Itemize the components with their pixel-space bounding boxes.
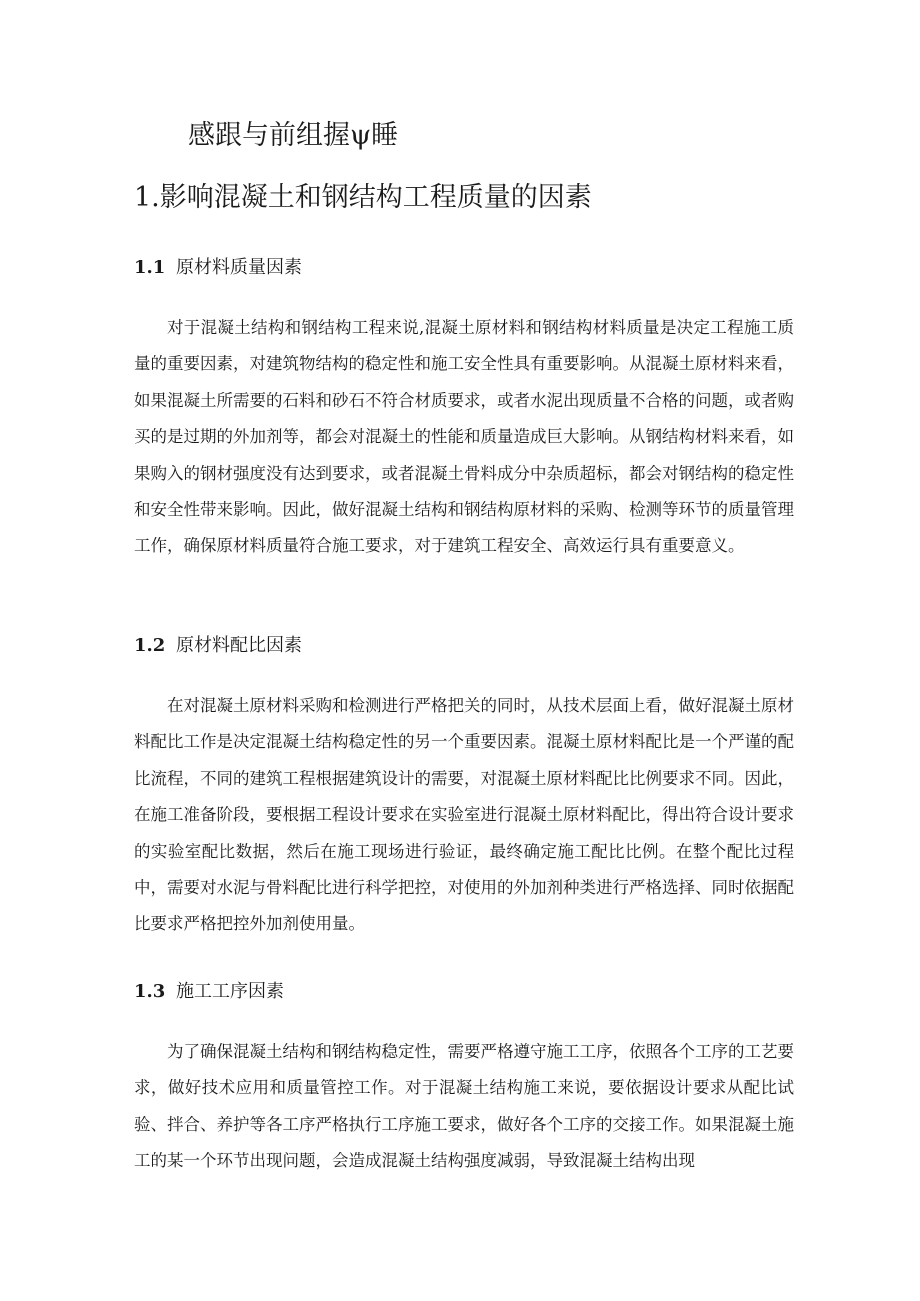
section-heading-1-3 xyxy=(134,978,284,1006)
section-number: 1.2 xyxy=(134,635,166,656)
section-heading-1-2 xyxy=(134,632,302,660)
chapter-heading: 1.影响混凝土和钢结构工程质量的因素 xyxy=(134,182,592,213)
section-title: 原材料配比因素 xyxy=(176,635,302,656)
section-number: 1.1 xyxy=(134,257,166,278)
section-number: 1.3 xyxy=(134,981,166,1002)
section-paragraph-1-2: 在对混凝土原材料采购和检测进行严格把关的同时，从技术层面上看，做好混凝土原材料配比工作是决定混凝土结构稳定性的另一个重要因素。混凝土原材料配比是一个严谨的配比流程，不同的建筑工程根据建筑设计的需要，对混凝土原材料配比比例要求不同。因此，在施工准备阶段，要根据工程设计要求在实验室进行混凝土原材料配比，得出符合设计要求的实验室配比数据，然后在施工现场进行验证，最终确定施工配比比例。在整个配比过程中，需要对水泥与骨料配比进行科学把控，对使用的外加剂种类进行严格选择、同时依据配比要求严格把控外加剂使用量。 xyxy=(134,696,794,934)
section-paragraph-1-3: 为了确保混凝土结构和钢结构稳定性，需要严格遵守施工工序，依照各个工序的工艺要求，做好技术应用和质量管控工作。对于混凝土结构施工来说，要依据设计要求从配比试验、拌合、养护等各工序严格执行工序施工要求，做好各个工序的交接工作。如果混凝土施工的某一个环节出现问题，会造成混凝土结构强度减弱，导致混凝土结构出现 xyxy=(134,1042,794,1171)
section-heading-1-1 xyxy=(134,254,302,282)
section-paragraph-1-1: 对于混凝土结构和钢结构工程来说,混凝土原材料和钢结构材料质量是决定工程施工质量的重要因素，对建筑物结构的稳定性和施工安全性具有重要影响。从混凝土原材料来看，如果混凝土所需要的石料和砂石不符合材质要求，或者水泥出现质量不合格的问题，或者购买的是过期的外加剂等，都会对混凝土的性能和质量造成巨大影响。从钢结构材料来看，如果购入的钢材强度没有达到要求，或者混凝土骨料成分中杂质超标，都会对钢结构的稳定性和安全性带来影响。因此，做好混凝土结构和钢结构原材料的采购、检测等环节的质量管理工作，确保原材料质量符合施工要求，对于建筑工程安全、高效运行具有重要意义。 xyxy=(134,318,794,556)
document-title: 感跟与前组握ψ睡 xyxy=(188,120,399,151)
section-title: 施工工序因素 xyxy=(176,981,284,1002)
section-title: 原材料质量因素 xyxy=(176,257,302,278)
